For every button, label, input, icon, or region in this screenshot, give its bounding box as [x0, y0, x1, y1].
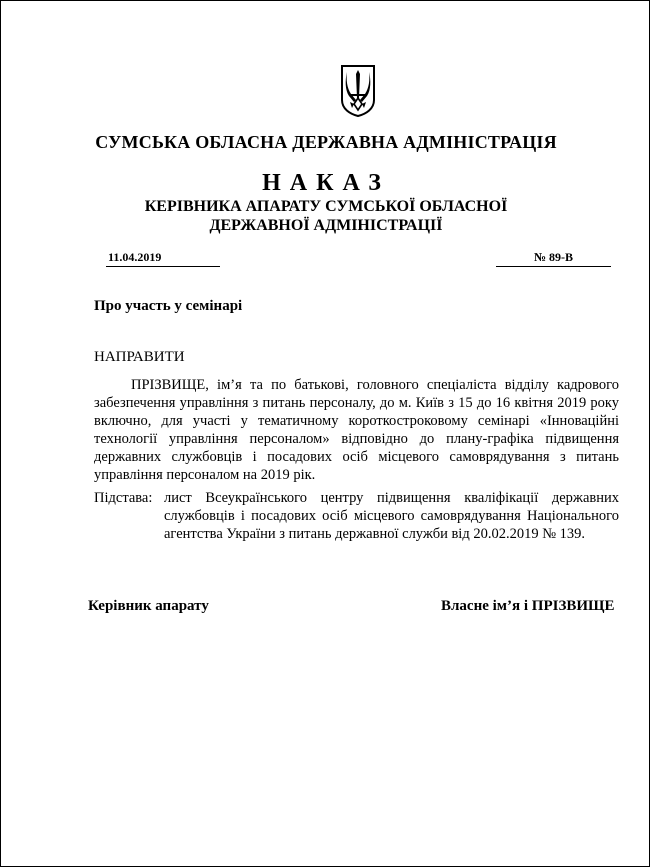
signatory-name: Власне ім’я і ПРІЗВИЩЕ	[441, 598, 615, 614]
document-type-title: НАКАЗ	[262, 170, 390, 196]
issuer-line-2: ДЕРЖАВНОЇ АДМІНІСТРАЦІЇ	[209, 217, 443, 234]
trident-coat-of-arms-icon	[338, 62, 378, 118]
issuer-title	[1, 197, 650, 235]
issuer-line-1: КЕРІВНИКА АПАРАТУ СУМСЬКОЇ ОБЛАСНОЇ	[144, 198, 508, 215]
signatory-position: Керівник апарату	[88, 598, 209, 614]
command-word: НАПРАВИТИ	[94, 349, 185, 365]
basis-label: Підстава:	[94, 490, 153, 506]
organization-title: СУМСЬКА ОБЛАСНА ДЕРЖАВНА АДМІНІСТРАЦІЯ	[95, 132, 557, 152]
document-date: 11.04.2019	[106, 250, 220, 267]
basis-text: лист Всеукраїнського центру підвищення кваліфікації державних службовців і посадових осіб місцевого самоврядування Національного агентства України з питань державної служби від 20.02.2019 № 139.	[164, 490, 619, 542]
document-number: № 89-В	[496, 250, 611, 267]
order-body-paragraph: ПРІЗВИЩЕ, ім’я та по батькові, головного спеціаліста відділу кадрового забезпечення управління з питань персоналу, до м. Київ з 15 до 16 квітня 2019 року включно, для участі у тематичному короткостроковому семінарі «Інноваційні технології управління персоналом» відповідно до плану-графіка підвищення державних службовців і посадових осіб місцевого самоврядування з питань управління персоналом на 2019 рік.	[94, 377, 619, 483]
document-subject: Про участь у семінарі	[94, 298, 243, 314]
